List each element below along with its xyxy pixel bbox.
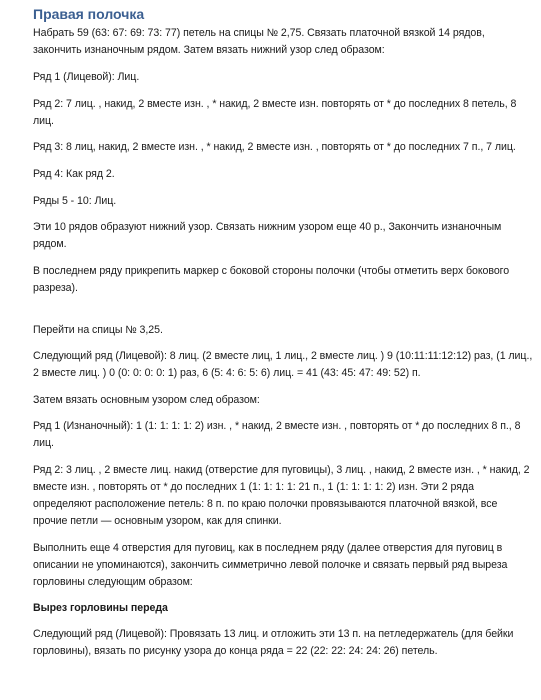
paragraph-needle-change: Перейти на спицы № 3,25.	[33, 324, 163, 336]
paragraph-next-row: Следующий ряд (Лицевой): 8 лиц. (2 вместе лиц, 1 лиц., 2 вместе лиц. ) 9 (10:11:11:12:12) раз, (1 лиц., 2 вместе лиц. ) 0 (0: 0: 0: 0: 1) раз, 6 (5: 4: 6: 5: 6) лиц. = 41 (43: 45: 47: 49: 52) п.	[33, 350, 533, 379]
paragraph-main-pattern: Затем вязать основным узором след образом:	[33, 394, 260, 406]
paragraph-row-4: Ряд 4: Как ряд 2.	[33, 168, 115, 180]
paragraph-row-1: Ряд 1 (Лицевой): Лиц.	[33, 71, 140, 83]
subheading-neckline: Вырез горловины переда	[33, 602, 168, 614]
paragraph-main-row-2: Ряд 2: 3 лиц. , 2 вместе лиц. накид (отверстие для пуговицы), 3 лиц. , накид, 2 вместе изн. , * накид, 2 вместе изн. , повторять от * до последних 1 (1: 1: 1: 1: 21 п., 1 (1: 1: 1: 1: 2) изн. Эти 2 ряда определяют расположение петель: 8 п. по краю полочки провязываются платочной вязкой, все прочие петли — основным узором, как для спинки.	[33, 464, 530, 527]
section-title: Правая полочка	[33, 6, 145, 22]
paragraph-lower-pattern: Эти 10 рядов образуют нижний узор. Связать нижним узором еще 40 р., Закончить изнаночным рядом.	[33, 221, 502, 250]
paragraph-cast-on: Набрать 59 (63: 67: 69: 73: 77) петель на спицы № 2,75. Связать платочной вязкой 14 рядов, закончить изнаночным рядом. Затем вязать нижний узор след образом:	[33, 27, 485, 56]
paragraph-row-2: Ряд 2: 7 лиц. , накид, 2 вместе изн. , * накид, 2 вместе изн. повторять от * до последних 8 петель, 8 лиц.	[33, 98, 517, 127]
paragraph-main-row-1: Ряд 1 (Изнаночный): 1 (1: 1: 1: 1: 2) изн. , * накид, 2 вместе изн. , повторять от * до последних 8 п., 8 лиц.	[33, 420, 521, 449]
paragraph-row-3: Ряд 3: 8 лиц, накид, 2 вместе изн. , * накид, 2 вместе изн. , повторять от * до последних 7 п., 7 лиц.	[33, 141, 516, 153]
paragraph-rows-5-10: Ряды 5 - 10: Лиц.	[33, 195, 117, 207]
paragraph-neckline-row: Следующий ряд (Лицевой): Провязать 13 лиц. и отложить эти 13 п. на петледержатель (для бейки горловины), вязать по рисунку узора до конца ряда = 22 (22: 22: 24: 24: 26) петель.	[33, 628, 514, 657]
paragraph-buttonholes: Выполнить еще 4 отверстия для пуговиц, как в последнем ряду (далее отверстия для пуговиц в описании не упоминаются), закончить симметрично левой полочке и связать первый ряд выреза горловины следующим образом:	[33, 542, 508, 588]
paragraph-marker: В последнем ряду прикрепить маркер с боковой стороны полочки (чтобы отметить верх бокового разреза).	[33, 265, 510, 294]
